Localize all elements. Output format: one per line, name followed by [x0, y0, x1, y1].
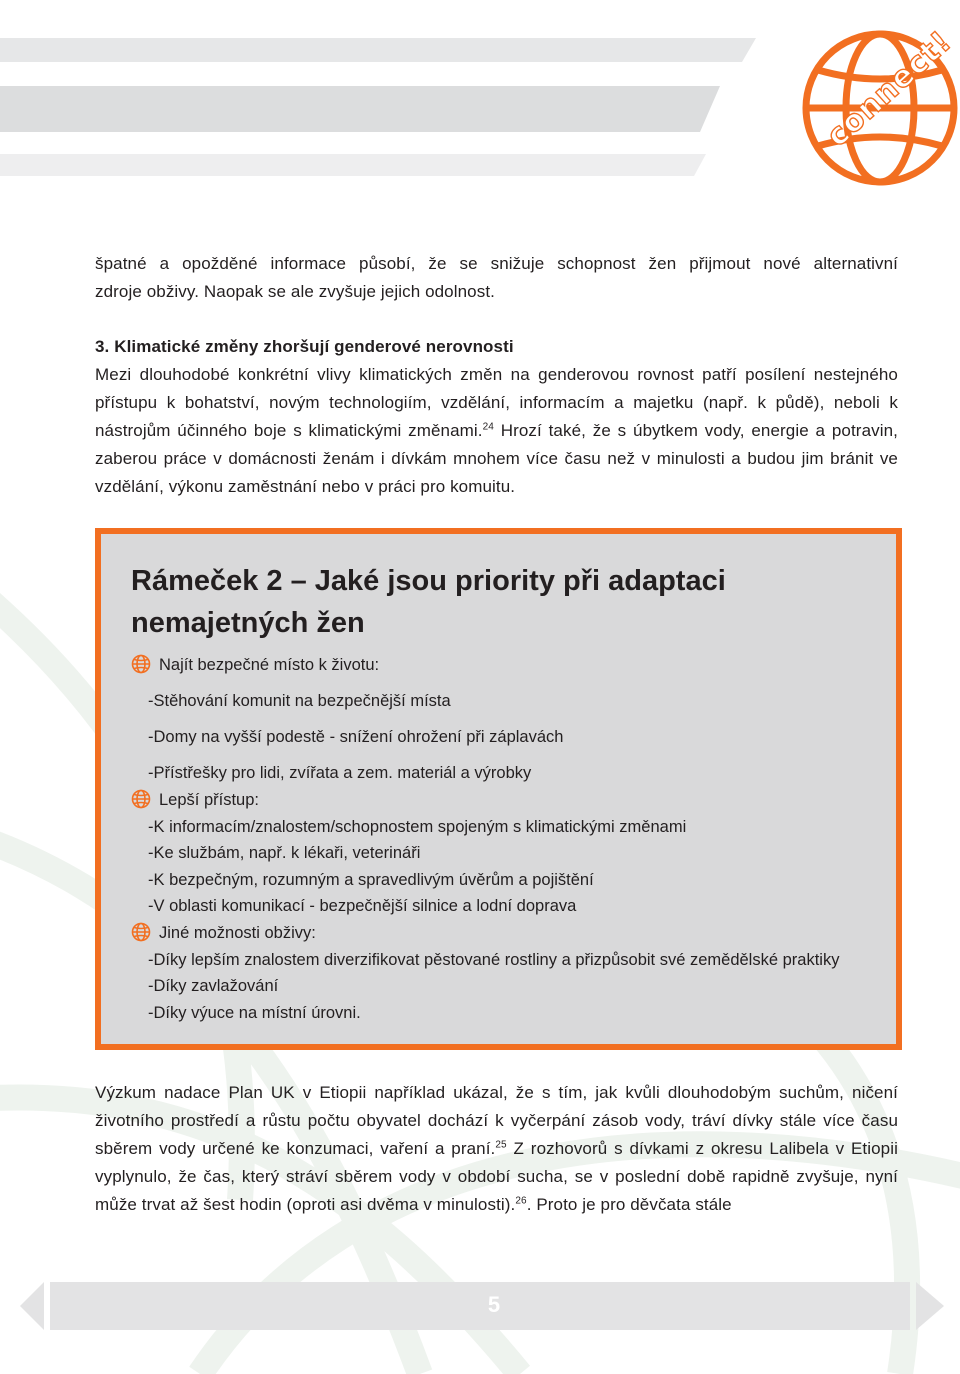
- section-text-after: Hrozí také, že s úbytkem vody, energie a potravin, zaberou práce v domácnosti ženám i dívkám mnohem více času než v minulosti a budou jim bránit ve vzdělání, výkonu zaměstnání nebo v práci pro komuitu.: [95, 421, 898, 496]
- intro-line-1: špatné a opožděné informace působí, že se snižuje schopnost žen přijmout nové alternativní: [95, 254, 898, 273]
- group-better-access: [131, 789, 259, 811]
- closing-paragraph: [95, 1079, 898, 1219]
- intro-line-2: zdroje obživy. Naopak se ale zvyšuje jejich odolnost.: [95, 282, 495, 301]
- group-label: Jiné možnosti obživy:: [159, 924, 316, 942]
- list-item: -Díky zavlažování: [148, 977, 279, 995]
- list-item: -Díky výuce na místní úrovni.: [148, 1004, 361, 1022]
- box-title: Rámeček 2 – Jaké jsou priority při adaptaci nemajetných žen: [131, 565, 726, 639]
- globe-bullet-icon: [131, 922, 151, 942]
- closing-body: [95, 1079, 898, 1219]
- group-livelihood: [131, 922, 316, 944]
- priorities-box: [95, 528, 902, 1050]
- closing-text-a: Výzkum nadace Plan UK v Etiopii například ukázal, že s tím, jak kvůli dlouhodobým suchům, ničení životního prostředí a růstu počtu obyvatel dochází k vyčerpání zásob vody, tráví dívky stále více času sběrem vody určené ke konzumaci, vaření a praní.: [95, 1083, 898, 1158]
- section-text-before: Mezi dlouhodobé konkrétní vlivy klimatických změn na genderovou rovnost patří posílení nestejného přístupu k bohatství, novým technologiím, vzdělání, informacím a majetku (např. k půdě), neboli k nástrojům účinného boje s klimatickými změnami.: [95, 365, 898, 440]
- globe-bullet-icon: [131, 789, 151, 809]
- group-safe-place: [131, 654, 379, 676]
- footnote-ref-24[interactable]: 24: [482, 421, 494, 433]
- list-item: -Díky lepším znalostem diverzifikovat pěstované rostliny a přizpůsobit své zemědělské praktiky: [148, 951, 840, 969]
- closing-text-c: . Proto je pro děvčata stále: [526, 1195, 732, 1214]
- group-label: Lepší přístup:: [159, 791, 259, 809]
- group-label: Najít bezpečné místo k životu:: [159, 656, 380, 674]
- section-heading: 3. Klimatické změny zhoršují genderové nerovnosti: [95, 337, 514, 356]
- list-item: -K informacím/znalostem/schopnostem spojeným s klimatickými změnami: [148, 818, 687, 836]
- list-item: -Domy na vyšší podestě - snížení ohrožení při záplavách: [148, 728, 564, 746]
- logo-text: connect!: [820, 24, 959, 154]
- connect-logo: [772, 0, 960, 190]
- list-item: -Stěhování komunit na bezpečnější místa: [148, 692, 451, 710]
- intro-paragraph: [95, 250, 898, 306]
- list-item: -V oblasti komunikací - bezpečnější silnice a lodní doprava: [148, 897, 577, 915]
- list-item: -Přístřešky pro lidi, zvířata a zem. materiál a výrobky: [148, 764, 532, 782]
- section-body: [95, 361, 898, 501]
- list-item: -K bezpečným, rozumným a spravedlivým úvěrům a pojištění: [148, 871, 594, 889]
- list-item: -Ke službám, např. k lékaři, veterináři: [148, 844, 421, 862]
- section-3: [95, 333, 898, 501]
- footnote-ref-25[interactable]: 25: [495, 1139, 507, 1151]
- footnote-ref-26[interactable]: 26: [515, 1195, 527, 1207]
- globe-bullet-icon: [131, 654, 151, 674]
- page-number: 5: [487, 1292, 501, 1317]
- closing-text-b: Z rozhovorů s dívkami z okresu Lalibela v Etiopii vyplynulo, že čas, který stráví sběrem vody v období sucha, se v poslední době rapidně zvyšuje, nyní může trvat až šest hodin (oproti asi dvěma v minulosti).: [95, 1139, 898, 1214]
